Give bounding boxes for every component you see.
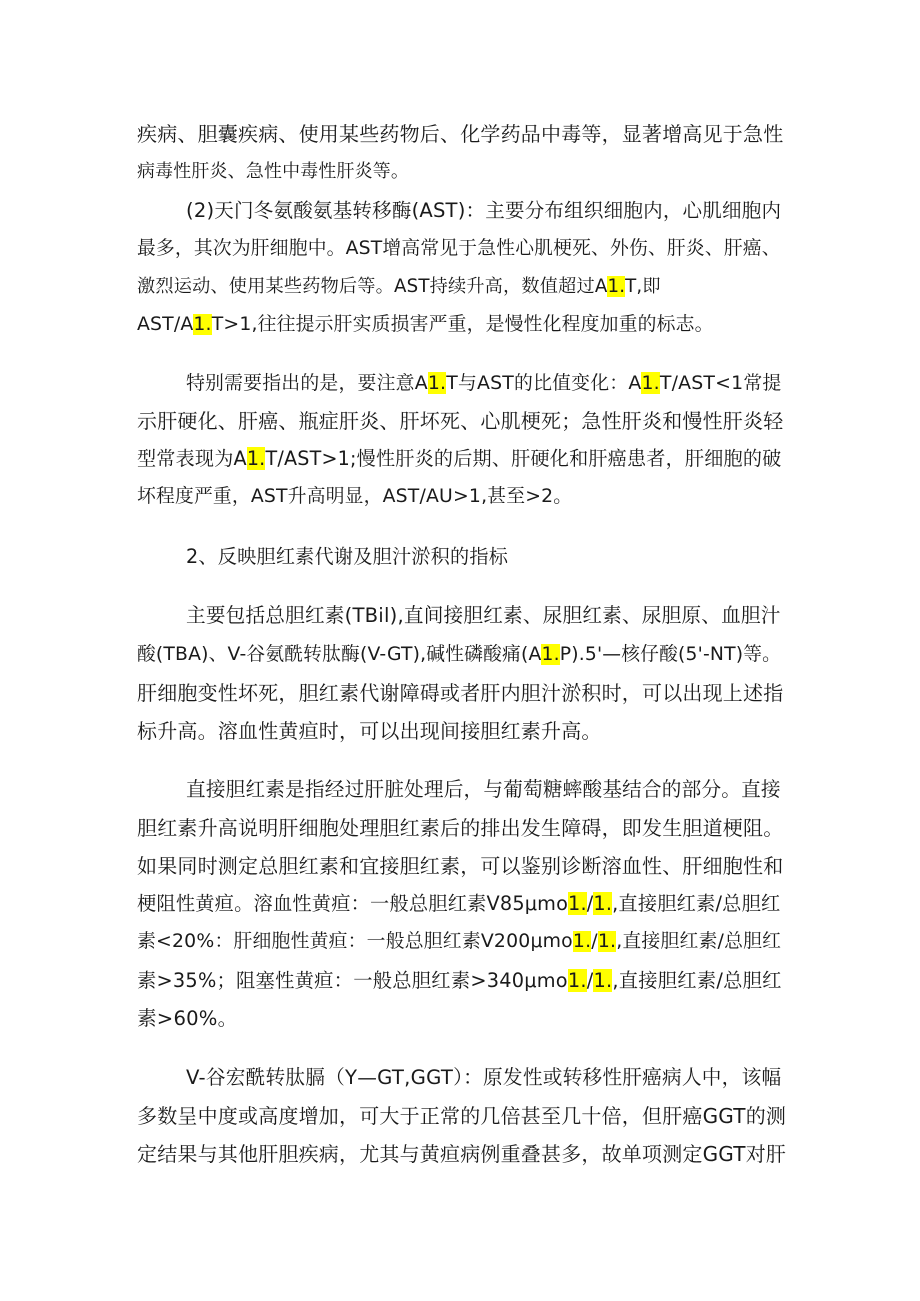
text-segment: 型常表现为A xyxy=(137,447,247,470)
text-line xyxy=(137,120,783,148)
text-segment: 特别需要指出的是，要注意A xyxy=(186,372,428,394)
text-segment: 2、反映胆红素代谢及胆汁淤积的指标 xyxy=(186,545,509,568)
highlighted-text: 1. xyxy=(572,931,592,952)
text-segment: T>1,往往提示肝实质损害严重，是慢性化程度加重的标志。 xyxy=(211,314,714,335)
text-segment: 如果同时测定总胆红素和宜接胆红素，可以鉴别诊断溶血性、肝细胞性和 xyxy=(137,854,784,878)
text-segment: ,直接胆红素/总胆红 xyxy=(612,969,782,992)
text-line xyxy=(137,852,783,880)
highlighted-text: 1. xyxy=(593,892,613,915)
text-segment: 梗阻性黄疸。溶血性黄疸：一般总胆红素V85μmo xyxy=(137,892,569,915)
text-segment: / xyxy=(586,969,594,992)
text-line xyxy=(186,197,781,225)
text-segment: 最多，其次为肝细胞中。AST增高常见于急性心肌梗死、外伤、肝炎、肝癌、 xyxy=(137,238,781,259)
text-line xyxy=(137,235,781,263)
highlighted-text: 1. xyxy=(597,931,617,952)
text-segment: T,即 xyxy=(625,276,661,297)
text-segment: T/AST>1;慢性肝炎的后期、肝硬化和肝癌患者，肝细胞的破 xyxy=(265,447,782,470)
text-segment: 肝细胞变性坏死，胆红素代谢障碍或者肝内胆汁淤积时，可以出现上述指 xyxy=(137,681,784,705)
text-segment: ,直接胆红素/总胆红 xyxy=(612,892,781,915)
text-segment: / xyxy=(586,892,594,915)
text-segment: (2)天门冬氨酸氨基转移酶(AST)：主要分布组织细胞内，心肌细胞内 xyxy=(186,199,782,222)
text-line xyxy=(137,679,783,707)
text-line xyxy=(186,776,781,804)
text-segment: T/AST<1常提 xyxy=(659,372,782,394)
text-line xyxy=(186,543,508,571)
text-line xyxy=(186,369,781,397)
highlighted-text: 1. xyxy=(593,969,613,992)
text-line xyxy=(137,1005,237,1033)
text-segment: 坏程度严重，AST升高明显，AST/AU>1,甚至>2。 xyxy=(137,486,573,507)
text-segment: 病毒性肝炎、急性中毒性肝炎等。 xyxy=(137,161,410,182)
text-line xyxy=(137,967,782,995)
text-segment: AST/A xyxy=(137,314,194,335)
highlighted-text: 1. xyxy=(427,372,447,394)
text-segment: V-谷宏酰转肽膈（Y—GT,GGT）：原发性或转移性肝癌病人中，该幅 xyxy=(186,1066,782,1089)
text-segment: 激烈运动、使用某些药物后等。AST持续升高，数值超过A xyxy=(137,276,608,297)
text-segment: T与AST的比值变化：A xyxy=(446,372,642,394)
text-line xyxy=(186,1064,781,1092)
text-segment: 主要包括总胆红素(TBil),直间接胆红素、尿胆红素、尿胆原、血胆汁 xyxy=(186,604,781,627)
text-line xyxy=(137,717,602,745)
highlighted-text: 1. xyxy=(567,969,587,992)
text-line xyxy=(137,273,661,301)
text-segment: 酸(TBA)、V-谷氨酰转肽酶(V-GT),碱性磷酸痛(A xyxy=(137,644,542,665)
text-segment: 标升高。溶血性黄疸时，可以出现间接胆红素升高。 xyxy=(137,719,602,743)
text-line xyxy=(137,1140,786,1168)
text-line xyxy=(137,890,780,918)
highlighted-text: 1. xyxy=(541,644,560,665)
text-segment: 多数呈中度或高度增加，可大于正常的几倍甚至几十倍，但肝癌GGT的测 xyxy=(137,1104,787,1128)
text-segment: ,直接胆红素/总胆红 xyxy=(616,931,782,952)
highlighted-text: 1. xyxy=(607,276,626,297)
highlighted-text: 1. xyxy=(193,314,212,335)
text-line xyxy=(137,483,572,511)
text-segment: 疾病、胆囊疾病、使用某些药物后、化学药品中毒等，显著增高见于急性 xyxy=(137,122,784,146)
highlighted-text: 1. xyxy=(568,892,587,915)
text-segment: 胆红素升高说明肝细胞处理胆红素后的排出发生障碍，即发生胆道梗阻。 xyxy=(137,816,784,840)
text-line xyxy=(137,641,781,669)
text-line xyxy=(137,311,714,339)
text-line xyxy=(137,407,783,435)
text-segment: 示肝硬化、肝癌、瓶症肝炎、肝坏死、心肌梗死；急性肝炎和慢性肝炎轻 xyxy=(137,409,784,433)
text-line xyxy=(137,1102,786,1130)
text-line xyxy=(137,445,781,473)
highlighted-text: 1. xyxy=(641,372,660,394)
text-line xyxy=(137,928,781,956)
text-line xyxy=(137,158,409,186)
text-segment: 直接胆红素是指经过肝脏处理后，与葡萄糖蟀酸基结合的部分。直接 xyxy=(186,778,781,801)
text-line xyxy=(186,602,781,630)
text-segment: / xyxy=(591,931,598,952)
highlighted-text: 1. xyxy=(246,447,266,470)
text-segment: 素<20%：肝细胞性黄疸：一般总胆红素V200μmo xyxy=(137,931,573,952)
text-segment: 素>35%；阻塞性黄疸：一般总胆红素>340μmo xyxy=(137,969,568,992)
text-segment: 素>60%。 xyxy=(137,1007,238,1030)
text-segment: 定结果与其他肝胆疾病，尤其与黄疸病例重叠甚多，故单项测定GGT对肝 xyxy=(137,1142,787,1166)
text-line xyxy=(137,814,783,842)
text-segment: P).5'—核仔酸(5'-NT)等。 xyxy=(559,644,782,665)
